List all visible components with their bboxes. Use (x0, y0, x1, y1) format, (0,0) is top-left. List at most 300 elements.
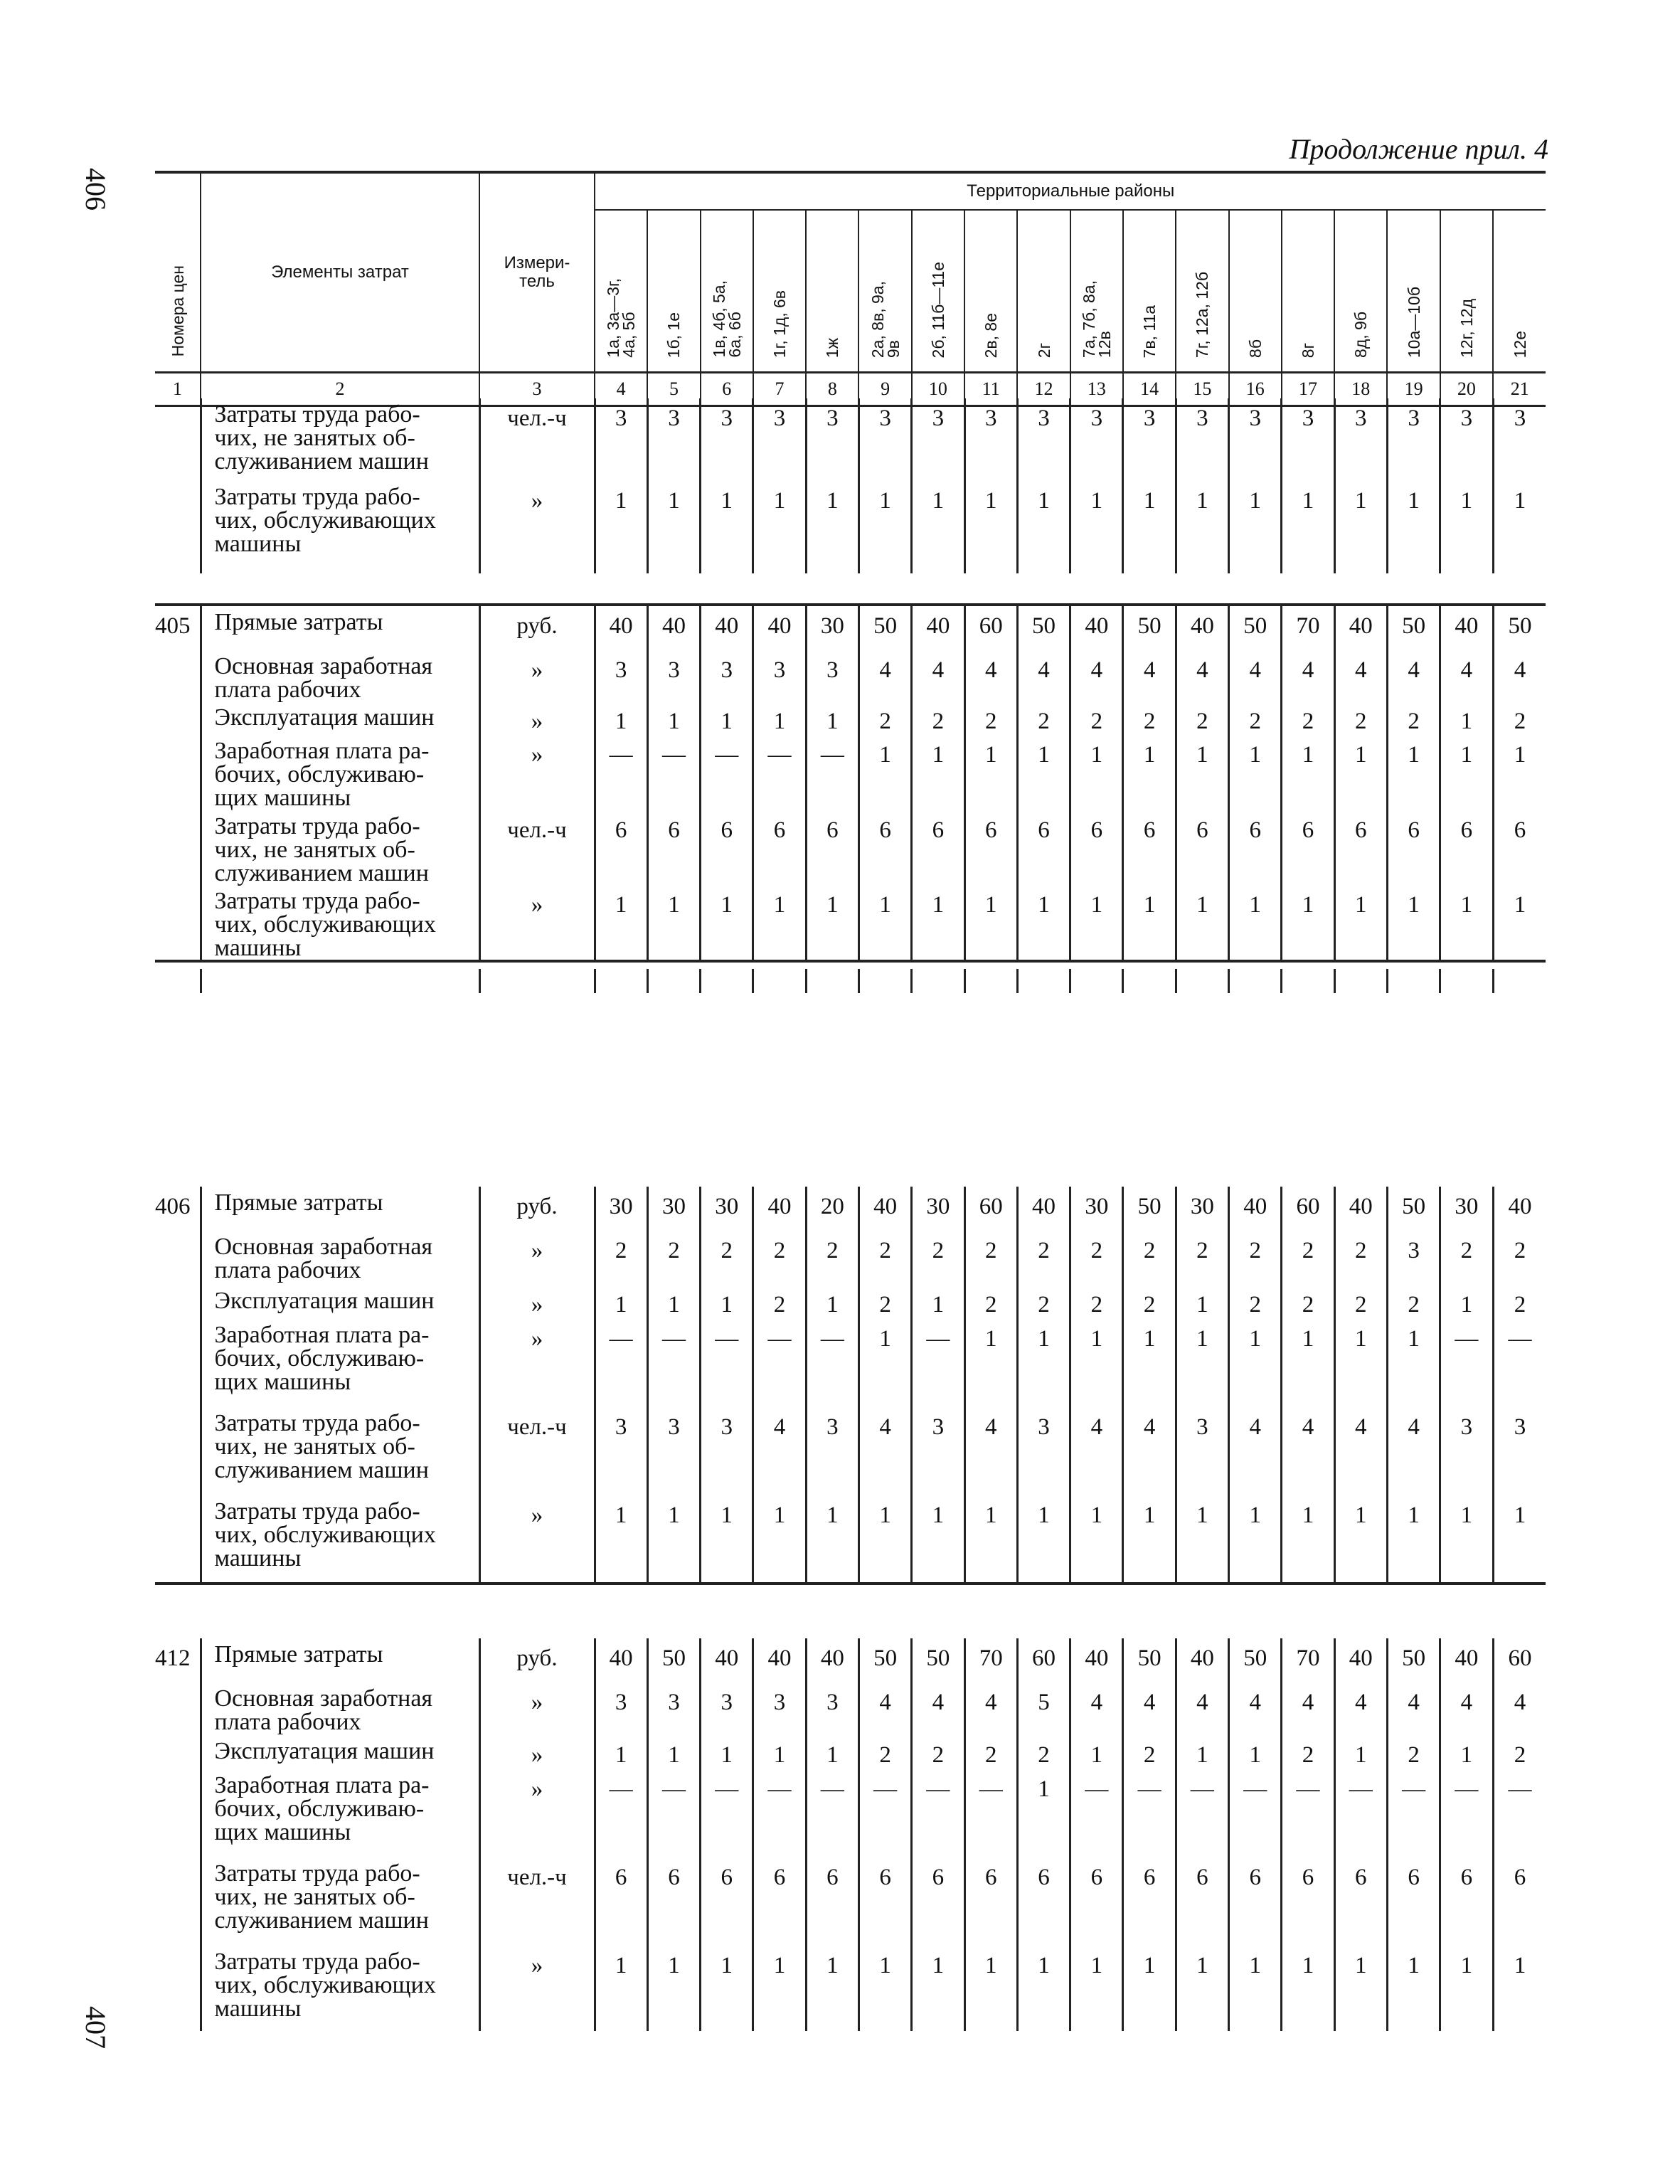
value-cell: 2 (1229, 1231, 1282, 1285)
price-group-406 (155, 1187, 1546, 1585)
value-cell: 3 (647, 398, 700, 481)
value-cell: 2 (1017, 1231, 1070, 1285)
district-header-21: 12е (1493, 210, 1546, 373)
value-cell: 1 (1229, 1735, 1282, 1769)
value-cell: 1 (1017, 481, 1070, 573)
column-number-19: 19 (1387, 373, 1440, 406)
value-cell: 1 (595, 1285, 647, 1319)
value-cell: 6 (964, 1857, 1017, 1946)
value-cell: 1 (1229, 1319, 1282, 1407)
price-group-412 (155, 1638, 1546, 2031)
value-cell: 40 (701, 605, 753, 650)
unit-cell: » (479, 1735, 595, 1769)
value-cell: 6 (912, 1857, 964, 1946)
column-number-8: 8 (806, 373, 858, 406)
value-cell: 1 (1070, 1735, 1123, 1769)
page-number-bottom: 407 (80, 2006, 112, 2049)
value-cell: 6 (753, 810, 806, 885)
value-cell: — (753, 735, 806, 810)
value-cell: — (595, 1769, 647, 1857)
value-cell: 4 (912, 650, 964, 701)
value-cell: 4 (1070, 1407, 1123, 1495)
value-cell: 2 (858, 1735, 911, 1769)
value-cell: 2 (701, 1231, 753, 1285)
district-header-19: 10а—10б (1387, 210, 1440, 373)
cost-element-label: Заработная плата ра- бочих, обслуживаю- щих машины (201, 1319, 479, 1407)
value-cell: 2 (1123, 1231, 1176, 1285)
value-cell: 50 (1123, 1638, 1176, 1682)
table-tail-rules (155, 969, 1546, 993)
value-cell: 1 (1387, 481, 1440, 573)
value-cell: 2 (1493, 1285, 1546, 1319)
value-cell: 5 (1017, 1682, 1070, 1735)
value-cell: 6 (1387, 810, 1440, 885)
tail-rule (1493, 969, 1546, 993)
value-cell: 4 (1334, 1407, 1387, 1495)
value-cell: 1 (595, 1735, 647, 1769)
value-cell: 3 (1176, 398, 1228, 481)
value-cell: 2 (964, 1285, 1017, 1319)
value-cell: 60 (964, 605, 1017, 650)
value-cell: 6 (806, 1857, 858, 1946)
value-cell: 1 (806, 701, 858, 735)
table-row (155, 1946, 1546, 2031)
value-cell: 2 (1229, 701, 1282, 735)
tail-rule (479, 969, 595, 993)
district-header-15: 7г, 12а, 12б (1176, 210, 1228, 373)
value-cell: 2 (1017, 701, 1070, 735)
unit-cell: » (479, 650, 595, 701)
value-cell: 50 (912, 1638, 964, 1682)
value-cell: — (647, 735, 700, 810)
table-row (155, 1285, 1546, 1319)
value-cell: 1 (1070, 735, 1123, 810)
value-cell: 1 (1070, 481, 1123, 573)
column-number-6: 6 (701, 373, 753, 406)
value-cell: 2 (753, 1285, 806, 1319)
value-cell: 50 (1017, 605, 1070, 650)
cost-element-label: Прямые затраты (201, 1638, 479, 1682)
value-cell: 40 (701, 1638, 753, 1682)
value-cell: 1 (1440, 1735, 1493, 1769)
value-cell: 1 (647, 885, 700, 961)
column-number-5: 5 (647, 373, 700, 406)
table-row (155, 1682, 1546, 1735)
value-cell: 3 (647, 1407, 700, 1495)
tail-rule (701, 969, 753, 993)
value-cell: 40 (753, 1638, 806, 1682)
value-cell: 2 (1070, 1285, 1123, 1319)
table-row (155, 701, 1546, 735)
value-cell: 3 (701, 1407, 753, 1495)
column-number-12: 12 (1017, 373, 1070, 406)
value-cell: 6 (1017, 810, 1070, 885)
value-cell: 1 (701, 1495, 753, 1584)
value-cell: 1 (1176, 1946, 1228, 2031)
tail-rule (647, 969, 700, 993)
value-cell: 2 (1334, 1285, 1387, 1319)
value-cell: 1 (964, 885, 1017, 961)
value-cell: 1 (647, 1285, 700, 1319)
tail-rule (858, 969, 911, 993)
unit-cell: » (479, 1495, 595, 1584)
cost-element-label: Основная заработная плата рабочих (201, 1231, 479, 1285)
tail-rule (1070, 969, 1123, 993)
value-cell: 1 (1176, 885, 1228, 961)
district-header-12: 2г (1017, 210, 1070, 373)
value-cell: 1 (701, 1946, 753, 2031)
district-header-18: 8д, 9б (1334, 210, 1387, 373)
tail-rule (964, 969, 1017, 993)
value-cell: 70 (1282, 1638, 1334, 1682)
value-cell: — (964, 1769, 1017, 1857)
value-cell: 2 (1282, 701, 1334, 735)
tail-rule (1282, 969, 1334, 993)
value-cell: 1 (806, 481, 858, 573)
value-cell: 1 (1440, 1285, 1493, 1319)
value-cell: 2 (1123, 1285, 1176, 1319)
value-cell: 1 (912, 1495, 964, 1584)
unit-cell: руб. (479, 605, 595, 650)
value-cell: 50 (1123, 1187, 1176, 1231)
value-cell: 1 (1334, 1735, 1387, 1769)
value-cell: 6 (1282, 810, 1334, 885)
value-cell: 1 (1334, 735, 1387, 810)
tail-rule (806, 969, 858, 993)
value-cell: 1 (806, 1735, 858, 1769)
value-cell: 4 (964, 1682, 1017, 1735)
value-cell: 2 (858, 1231, 911, 1285)
unit-cell: чел.-ч (479, 1407, 595, 1495)
tail-rule (1387, 969, 1440, 993)
value-cell: 4 (753, 1407, 806, 1495)
value-cell: — (1282, 1769, 1334, 1857)
value-cell: 3 (701, 1682, 753, 1735)
unit-cell: » (479, 1285, 595, 1319)
value-cell: 1 (1176, 1735, 1228, 1769)
value-cell: 50 (1493, 605, 1546, 650)
column-number-16: 16 (1229, 373, 1282, 406)
value-cell: 3 (1493, 1407, 1546, 1495)
district-header-4: 1а, 3а—3г, 4а, 5б (595, 210, 647, 373)
value-cell: 1 (1334, 1495, 1387, 1584)
value-cell: 1 (1493, 735, 1546, 810)
value-cell: 6 (647, 810, 700, 885)
district-header-14: 7в, 11а (1123, 210, 1176, 373)
district-header-5: 1б, 1е (647, 210, 700, 373)
value-cell: 1 (1334, 885, 1387, 961)
value-cell: — (806, 735, 858, 810)
value-cell: 4 (858, 1407, 911, 1495)
value-cell: 1 (1334, 481, 1387, 573)
value-cell: 6 (595, 1857, 647, 1946)
value-cell: 4 (1282, 1407, 1334, 1495)
price-number: 406 (155, 1194, 191, 1219)
value-cell: 3 (1282, 398, 1334, 481)
cost-element-label: Основная заработная плата рабочих (201, 650, 479, 701)
tail-rule (912, 969, 964, 993)
cost-element-label: Эксплуатация машин (201, 1735, 479, 1769)
value-cell: 60 (1282, 1187, 1334, 1231)
value-cell: — (1334, 1769, 1387, 1857)
tail-rule (1123, 969, 1176, 993)
value-cell: 3 (964, 398, 1017, 481)
value-cell: 40 (1440, 605, 1493, 650)
value-cell: 3 (701, 650, 753, 701)
value-cell: 2 (1176, 1231, 1228, 1285)
tail-rule (155, 969, 201, 993)
value-cell: 50 (1387, 1638, 1440, 1682)
value-cell: 4 (1070, 1682, 1123, 1735)
table-row (155, 1187, 1546, 1231)
value-cell: — (1493, 1769, 1546, 1857)
value-cell: 4 (1334, 1682, 1387, 1735)
district-header-8: 1ж (806, 210, 858, 373)
district-header-13: 7а, 7б, 8а, 12в (1070, 210, 1123, 373)
value-cell: 4 (1176, 650, 1228, 701)
value-cell: 1 (1282, 1495, 1334, 1584)
value-cell: 3 (1387, 1231, 1440, 1285)
value-cell: 40 (1070, 1638, 1123, 1682)
value-cell: 6 (1440, 810, 1493, 885)
value-cell: — (1440, 1769, 1493, 1857)
value-cell: 3 (858, 398, 911, 481)
value-cell: 1 (1229, 481, 1282, 573)
value-cell: 4 (1017, 650, 1070, 701)
value-cell: — (1229, 1769, 1282, 1857)
table-row (155, 810, 1546, 885)
value-cell: 1 (1387, 1319, 1440, 1407)
value-cell: 1 (595, 701, 647, 735)
value-cell: 1 (1440, 1946, 1493, 2031)
value-cell: 3 (647, 1682, 700, 1735)
value-cell: 1 (1017, 1319, 1070, 1407)
value-cell: 6 (1493, 810, 1546, 885)
value-cell: 1 (1440, 701, 1493, 735)
value-cell: 1 (806, 1495, 858, 1584)
cost-element-label: Заработная плата ра- бочих, обслуживаю- щих машины (201, 1769, 479, 1857)
value-cell: 1 (753, 1946, 806, 2031)
table-header (155, 171, 1546, 407)
value-cell: 1 (1070, 885, 1123, 961)
value-cell: 40 (1334, 1187, 1387, 1231)
value-cell: 3 (595, 1682, 647, 1735)
value-cell: 20 (806, 1187, 858, 1231)
value-cell: 40 (1440, 1638, 1493, 1682)
value-cell: — (595, 735, 647, 810)
value-cell: 4 (1123, 1682, 1176, 1735)
tail-rule (1440, 969, 1493, 993)
value-cell: 2 (1493, 1735, 1546, 1769)
unit-cell: » (479, 1946, 595, 2031)
value-cell: 50 (858, 1638, 911, 1682)
value-cell: 2 (1070, 701, 1123, 735)
column-number-20: 20 (1440, 373, 1493, 406)
value-cell: 1 (1123, 735, 1176, 810)
value-cell: 3 (753, 650, 806, 701)
value-cell: 6 (1334, 1857, 1387, 1946)
tail-rule (1334, 969, 1387, 993)
value-cell: — (806, 1319, 858, 1407)
value-cell: 1 (1440, 1495, 1493, 1584)
tail-rule (1229, 969, 1282, 993)
district-header-17: 8г (1282, 210, 1334, 373)
district-header-6: 1в, 4б, 5а, 6а, 6б (701, 210, 753, 373)
value-cell: 3 (647, 650, 700, 701)
column-number-9: 9 (858, 373, 911, 406)
value-cell: 3 (806, 1407, 858, 1495)
value-cell: 1 (912, 1946, 964, 2031)
value-cell: 1 (1229, 885, 1282, 961)
value-cell: 6 (858, 1857, 911, 1946)
value-cell: — (647, 1769, 700, 1857)
value-cell: 1 (1387, 1495, 1440, 1584)
column-number-10: 10 (912, 373, 964, 406)
value-cell: 2 (595, 1231, 647, 1285)
value-cell: 40 (806, 1638, 858, 1682)
value-cell: 1 (1123, 1319, 1176, 1407)
value-cell: 4 (1176, 1682, 1228, 1735)
value-cell: 1 (1123, 481, 1176, 573)
value-cell: — (595, 1319, 647, 1407)
value-cell: 2 (964, 701, 1017, 735)
value-cell: 4 (1493, 1682, 1546, 1735)
table-row (155, 1495, 1546, 1584)
table-row (155, 1231, 1546, 1285)
value-cell: 3 (701, 398, 753, 481)
value-cell: 1 (1387, 885, 1440, 961)
value-cell: 40 (858, 1187, 911, 1231)
value-cell: 4 (1440, 1682, 1493, 1735)
value-cell: 1 (1070, 1495, 1123, 1584)
value-cell: 3 (1440, 1407, 1493, 1495)
value-cell: 3 (912, 398, 964, 481)
cost-element-label: Затраты труда рабо- чих, не занятых об- служиванием машин (201, 398, 479, 481)
value-cell: 6 (753, 1857, 806, 1946)
col-unit-header: Измери- тель (479, 172, 595, 373)
value-cell: 1 (1017, 735, 1070, 810)
value-cell: 1 (1229, 735, 1282, 810)
value-cell: 4 (1123, 650, 1176, 701)
value-cell: 1 (1123, 1495, 1176, 1584)
unit-cell: » (479, 1231, 595, 1285)
cost-element-label: Затраты труда рабо- чих, обслуживающих машины (201, 1495, 479, 1584)
value-cell: 6 (1070, 810, 1123, 885)
unit-cell: » (479, 1682, 595, 1735)
value-cell: 1 (753, 1735, 806, 1769)
value-cell: 70 (964, 1638, 1017, 1682)
value-cell: 30 (1176, 1187, 1228, 1231)
column-number-13: 13 (1070, 373, 1123, 406)
value-cell: 4 (964, 1407, 1017, 1495)
value-cell: 4 (1387, 1682, 1440, 1735)
value-cell: 1 (964, 1946, 1017, 2031)
value-cell: 1 (701, 481, 753, 573)
value-cell: 4 (1282, 650, 1334, 701)
value-cell: 40 (753, 1187, 806, 1231)
tail-rule (1176, 969, 1228, 993)
value-cell: 70 (1282, 605, 1334, 650)
unit-cell: чел.-ч (479, 398, 595, 481)
column-number-11: 11 (964, 373, 1017, 406)
value-cell: 2 (1493, 701, 1546, 735)
value-cell: 6 (806, 810, 858, 885)
value-cell: 1 (1282, 885, 1334, 961)
value-cell: — (701, 735, 753, 810)
value-cell: 3 (806, 650, 858, 701)
price-group-continued (155, 398, 1546, 573)
value-cell: — (701, 1769, 753, 1857)
value-cell: 4 (1229, 1682, 1282, 1735)
value-cell: 40 (1334, 1638, 1387, 1682)
value-cell: 1 (701, 1735, 753, 1769)
value-cell: 4 (858, 1682, 911, 1735)
value-cell: 3 (1440, 398, 1493, 481)
unit-cell: » (479, 1319, 595, 1407)
table-row (155, 735, 1546, 810)
value-cell: 4 (1123, 1407, 1176, 1495)
column-number-21: 21 (1493, 373, 1546, 406)
value-cell: 3 (912, 1407, 964, 1495)
value-cell: 1 (595, 481, 647, 573)
unit-cell: » (479, 1769, 595, 1857)
value-cell: — (753, 1769, 806, 1857)
column-number-17: 17 (1282, 373, 1334, 406)
value-cell: 1 (1334, 1946, 1387, 2031)
column-number-1: 1 (155, 373, 201, 406)
cost-element-label: Затраты труда рабо- чих, обслуживающих машины (201, 481, 479, 573)
value-cell: 1 (964, 1495, 1017, 1584)
value-cell: 1 (1070, 1319, 1123, 1407)
value-cell: — (1493, 1319, 1546, 1407)
tail-rule (595, 969, 647, 993)
value-cell: 1 (1070, 1946, 1123, 2031)
value-cell: 1 (806, 1285, 858, 1319)
district-header-7: 1г, 1д, 6в (753, 210, 806, 373)
value-cell: 2 (858, 701, 911, 735)
value-cell: 1 (1440, 481, 1493, 573)
column-number-14: 14 (1123, 373, 1176, 406)
value-cell: 1 (1123, 1946, 1176, 2031)
value-cell: 6 (1070, 1857, 1123, 1946)
value-cell: 2 (1334, 701, 1387, 735)
value-cell: 4 (1440, 650, 1493, 701)
value-cell: — (858, 1769, 911, 1857)
value-cell: 2 (647, 1231, 700, 1285)
table-row (155, 398, 1546, 481)
value-cell: 40 (1493, 1187, 1546, 1231)
value-cell: 4 (1387, 650, 1440, 701)
value-cell: 1 (647, 701, 700, 735)
value-cell: 40 (753, 605, 806, 650)
value-cell: 40 (1334, 605, 1387, 650)
value-cell: 6 (595, 810, 647, 885)
value-cell: 6 (858, 810, 911, 885)
value-cell: 30 (647, 1187, 700, 1231)
value-cell: 3 (1176, 1407, 1228, 1495)
value-cell: 2 (1493, 1231, 1546, 1285)
value-cell: 6 (701, 810, 753, 885)
value-cell: 2 (912, 701, 964, 735)
value-cell: 4 (1229, 1407, 1282, 1495)
value-cell: 40 (1229, 1187, 1282, 1231)
value-cell: 1 (1123, 885, 1176, 961)
cost-element-label: Эксплуатация машин (201, 701, 479, 735)
table-row (155, 1857, 1546, 1946)
value-cell: 3 (1493, 398, 1546, 481)
column-number-2: 2 (201, 373, 479, 406)
value-cell: 30 (912, 1187, 964, 1231)
